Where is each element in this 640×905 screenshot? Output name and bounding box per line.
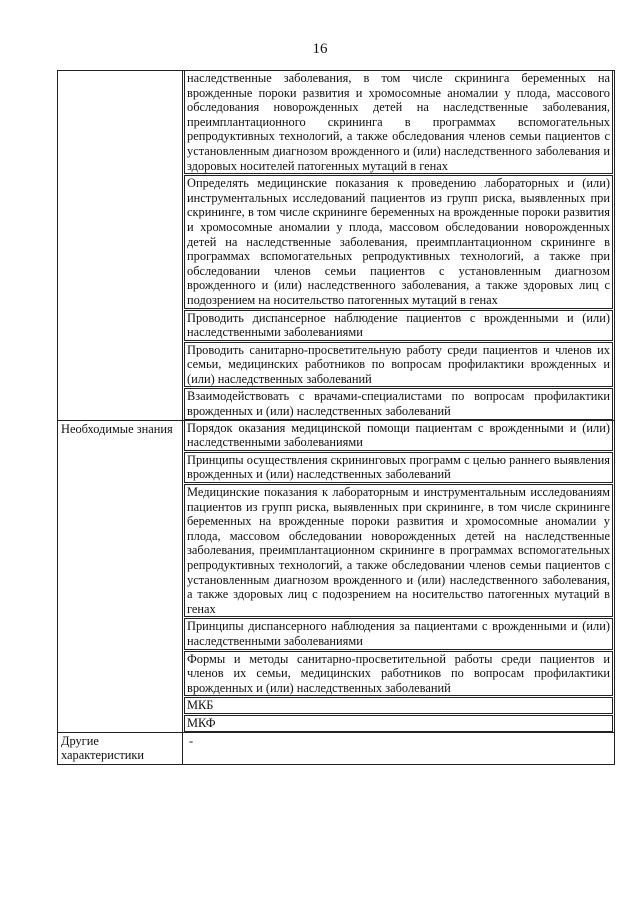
list-item: Принципы диспансерного наблюдения за пациентами с врожденными и (или) наследственными заболеваниями (184, 618, 613, 649)
list-item: наследственные заболевания, в том числе скрининга беременных на врожденные пороки развития и хромосомные аномалии у плода, массового обследования новорожденных детей на наследственные заболевания, преимплантационного скрининга в программах вспомогательных репродуктивных технологий, а также обследования членов семьи пациентов с установленным диагнозом врожденного и (или) наследственного заболевания и здоровых носителей патогенных мутаций в генах (184, 71, 613, 174)
list-item: Проводить санитарно-просветительную работу среди пациентов и членов их семьи, медицинских работников по вопросам профилактики врожденных и (или) наследственных заболеваний (184, 342, 613, 388)
row-label-required-knowledge: Необходимые знания (58, 420, 183, 732)
row-label-other-characteristics: Другие характеристики (58, 732, 183, 764)
list-item: Медицинские показания к лабораторным и инструментальным исследованиям пациентов из групп риска, выявленных при скрининге, в том числе скрининге беременных на врожденные пороки развития и хромосомные аномалии у плода, массовом обследовании новорожденных детей на наследственные заболевания, преимплантационном скрининге в программах вспомогательных репродуктивных технологий, а также обследовании членов семьи пациентов с установленным диагнозом врожденного и (или) наследственного заболевания, а также здоровых лиц с подозрением на носительство патогенных мутаций в генах (184, 484, 613, 617)
table-row-required-knowledge (58, 420, 615, 732)
row-content (183, 71, 615, 421)
row-label-empty (58, 71, 183, 421)
list-item: Проводить диспансерное наблюдение пациентов с врожденными и (или) наследственными заболеваниями (184, 310, 613, 341)
list-item: Порядок оказания медицинской помощи пациентам с врожденными и (или) наследственными заболеваниями (184, 421, 613, 451)
table-row-other-characteristics (58, 732, 615, 764)
row-value-dash: - (183, 732, 615, 764)
list-item: Формы и методы санитарно-просветительной работы среди пациентов и членов их семьи, медицинских работников по вопросам профилактики врожденных и (или) наследственных заболеваний (184, 651, 613, 697)
list-item: Определять медицинские показания к проведению лабораторных и (или) инструментальных исследований пациентов из групп риска, выявленных при скрининге, в том числе скрининге беременных на врожденные пороки развития и хромосомные аномалии у плода, массовом обследовании новорожденных детей на наследственные заболевания, преимплантационном скрининге в программах вспомогательных репродуктивных технологий, а также при обследовании членов семьи пациентов с установленным диагнозом врожденного и (или) наследственного заболевания, а также здоровых лиц с подозрением на носительство патогенных мутаций в генах (184, 175, 613, 308)
requirements-table (57, 70, 615, 765)
page-number: 16 (312, 41, 328, 57)
list-item: МКБ (184, 697, 613, 714)
list-item: Взаимодействовать с врачами-специалистами по вопросам профилактики врожденных и (или) наследственных заболеваний (184, 388, 613, 419)
row-content (183, 420, 615, 732)
list-item: МКФ (184, 715, 613, 732)
list-item: Принципы осуществления скрининговых программ с целью раннего выявления врожденных и (или) наследственных заболеваний (184, 452, 613, 483)
table-row-skills-continued (58, 71, 615, 421)
